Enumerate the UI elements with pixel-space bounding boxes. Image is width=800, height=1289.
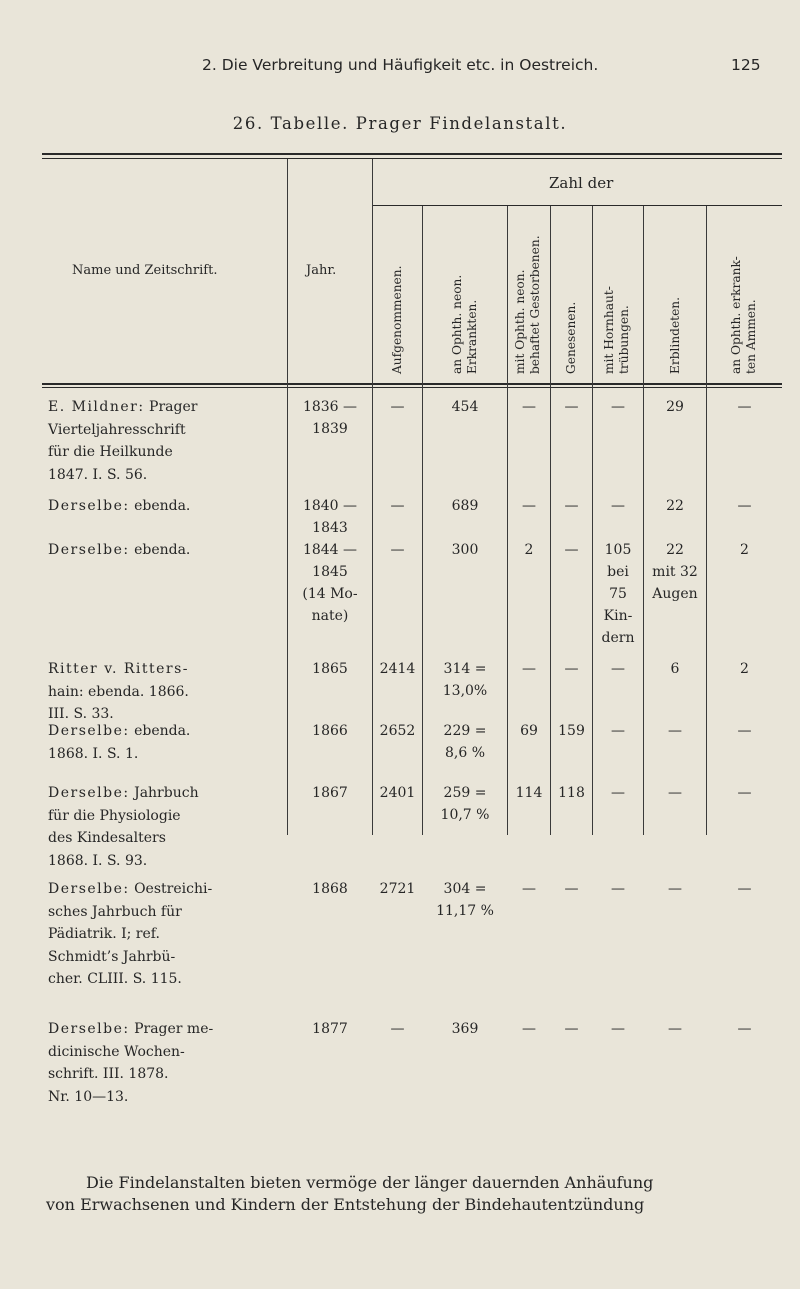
column-header-5-line-1: mit Hornhaut- — [602, 286, 616, 374]
row-1-col-5-line-1: — — [611, 399, 625, 415]
row-5-col-3-line-1: 69 — [520, 723, 538, 739]
row-8-col-2-line-1: 369 — [451, 1021, 479, 1037]
row-1-col-1-line-1: — — [390, 399, 405, 415]
row-7-name-line-4: Schmidt’s Jahrbü- — [48, 948, 176, 965]
column-header-3-line-2: behaftet Gestorbenen. — [528, 235, 542, 374]
row-3-year-line-2: 1845 — [312, 564, 348, 580]
column-header-7-line-2: ten Ammen. — [744, 299, 758, 374]
row-3-col-5-line-4: Kin- — [603, 608, 633, 624]
row-3-col-7-line-1: 2 — [740, 542, 749, 558]
footer-line-1: Die Findelanstalten bieten vermöge der länger dauernden Anhäufung — [86, 1173, 654, 1192]
row-6-name — [48, 782, 293, 872]
row-7-col-5-line-1: — — [611, 881, 625, 897]
header-group: Zahl der — [549, 174, 614, 192]
row-1-col-4-line-1: — — [564, 399, 579, 415]
row-4-name — [48, 658, 293, 726]
top-rule-thin — [42, 158, 782, 159]
row-5-col-2-line-2: 8,6 % — [444, 745, 486, 761]
row-7-name-line-5: cher. CLIII. S. 115. — [48, 971, 182, 988]
row-2-name-line-1: ebenda. — [129, 498, 191, 514]
row-3-col-5-line-2: bei — [607, 564, 629, 580]
row-7-col-2-line-2: 11,17 % — [436, 903, 494, 919]
row-2-col-6-line-1: 22 — [666, 498, 684, 514]
row-6-col-4-line-1: 118 — [558, 785, 585, 801]
row-5-author: Derselbe: — [48, 723, 130, 739]
row-3-col-6-line-2: mit 32 — [652, 564, 698, 580]
row-5-col-5-line-1: — — [611, 723, 625, 739]
row-7-name-line-2: sches Jahrbuch für — [48, 903, 182, 920]
row-8-col-1-line-1: — — [390, 1021, 405, 1037]
row-6-col-6-line-1: — — [668, 785, 682, 801]
row-5-name-line-1: ebenda. — [129, 723, 191, 739]
row-4-col-6-line-1: 6 — [670, 661, 680, 677]
row-5-year-line-1: 1866 — [312, 723, 348, 739]
row-3-col-5-line-1: 105 — [604, 542, 632, 558]
row-3-year-line-1: 1844 — — [302, 542, 358, 558]
column-header-2-line-2: Erkrankten. — [465, 299, 479, 374]
row-2-col-3-line-1: — — [522, 498, 536, 514]
row-4-col-4-line-1: — — [564, 661, 579, 677]
page-number: 125 — [731, 56, 761, 74]
row-2-year-line-2: 1843 — [312, 520, 348, 536]
row-6-col-2-line-1: 259 = — [443, 785, 487, 801]
row-6-name-line-3: des Kindesalters — [48, 830, 166, 847]
top-rule-thick — [42, 153, 782, 155]
row-2-year-line-1: 1840 — — [302, 498, 358, 514]
row-7-year-line-1: 1868 — [312, 881, 348, 897]
row-6-name-line-4: 1868. I. S. 93. — [48, 852, 148, 869]
row-6-year-line-1: 1867 — [312, 785, 348, 801]
row-3-author: Derselbe: — [48, 542, 130, 558]
row-2-author: Derselbe: — [48, 498, 130, 514]
row-7-col-4-line-1: — — [564, 881, 579, 897]
row-7-col-6-line-1: — — [668, 881, 682, 897]
row-4-col-3-line-1: — — [522, 661, 536, 677]
row-4-col-7-line-1: 2 — [740, 661, 749, 677]
running-head — [0, 56, 800, 80]
row-3-col-1-line-1: — — [390, 542, 405, 558]
row-6-col-7-line-1: — — [737, 785, 752, 801]
row-2-col-4-line-1: — — [564, 498, 579, 514]
header-year: Jahr. — [306, 263, 337, 278]
row-8-col-4-line-1: — — [564, 1021, 579, 1037]
row-8-name-line-3: schrift. III. 1878. — [48, 1066, 169, 1083]
row-5-name-line-2: 1868. I. S. 1. — [48, 745, 139, 762]
row-7-col-1-line-1: 2721 — [379, 881, 416, 897]
row-3-year-line-3: (14 Mo- — [302, 586, 358, 602]
row-7-col-7-line-1: — — [737, 881, 752, 897]
chapter-title: 2. Die Verbreitung und Häufigkeit etc. in Oestreich. — [202, 56, 599, 74]
row-6-author: Derselbe: — [48, 785, 130, 801]
row-8-year-line-1: 1877 — [312, 1021, 348, 1037]
column-header-7-line-1: an Ophth. erkrank- — [729, 256, 743, 374]
column-header-1-line-1: Aufgenommenen. — [389, 265, 404, 374]
row-6-name-line-2: für die Physiologie — [48, 807, 181, 824]
row-1-name-line-2: Vierteljahresschrift — [48, 421, 186, 438]
row-7-author: Derselbe: — [48, 881, 130, 897]
row-8-name-line-2: dicinische Wochen- — [48, 1043, 185, 1060]
row-6-col-5-line-1: — — [611, 785, 625, 801]
row-1-name-line-3: für die Heilkunde — [48, 444, 173, 461]
row-3-name-line-1: ebenda. — [129, 542, 191, 558]
row-2-col-1-line-1: — — [390, 498, 405, 514]
row-4-col-2-line-1: 314 = — [443, 661, 487, 677]
row-8-name-line-1: Prager me- — [129, 1021, 214, 1037]
row-6-name-line-1: Jahrbuch — [129, 785, 199, 801]
row-4-name-line-3: III. S. 33. — [48, 706, 114, 723]
row-5-col-2-line-1: 229 = — [443, 723, 487, 739]
row-1-col-7-line-1: — — [737, 399, 752, 415]
table-title: 26. Tabelle. Prager Findelanstalt. — [232, 114, 568, 133]
row-5-col-6-line-1: — — [668, 723, 682, 739]
row-7-name-line-3: Pädiatrik. I; ref. — [48, 926, 160, 943]
row-5-name — [48, 720, 293, 765]
footer-line-2: von Erwachsenen und Kindern der Entstehung der Bindehautentzündung — [46, 1195, 645, 1214]
row-8-col-5-line-1: — — [611, 1021, 625, 1037]
row-1-year-line-1: 1836 — — [302, 399, 358, 415]
header-name: Name und Zeitschrift. — [72, 263, 218, 278]
row-6-col-2-line-2: 10,7 % — [440, 807, 490, 823]
row-8-col-7-line-1: — — [737, 1021, 752, 1037]
row-5-col-4-line-1: 159 — [558, 723, 585, 739]
row-2-name — [48, 495, 293, 518]
row-4-col-5-line-1: — — [611, 661, 625, 677]
header-bottom-rule-thin — [42, 387, 782, 388]
row-1-col-3-line-1: — — [522, 399, 536, 415]
row-5-col-1-line-1: 2652 — [379, 723, 416, 739]
column-header-5-line-2: trübungen. — [617, 305, 631, 374]
row-4-col-1-line-1: 2414 — [379, 661, 416, 677]
row-4-name-line-2: hain: ebenda. 1866. — [48, 683, 189, 700]
row-7-col-2-line-1: 304 = — [443, 881, 487, 897]
row-8-col-6-line-1: — — [668, 1021, 682, 1037]
row-4-col-2-line-2: 13,0% — [442, 683, 488, 699]
row-3-col-2-line-1: 300 — [451, 542, 479, 558]
row-1-author: E. Mildner: — [48, 399, 145, 415]
column-header-4-line-1: Genesenen. — [563, 301, 578, 374]
row-7-name — [48, 878, 293, 991]
row-8-name — [48, 1018, 293, 1108]
row-3-col-5-line-3: 75 — [609, 586, 627, 602]
column-header-6-line-1: Erblindeten. — [667, 296, 682, 374]
column-header-3-line-1: mit Ophth. neon. — [513, 269, 527, 374]
row-8-author: Derselbe: — [48, 1021, 130, 1037]
row-3-col-4-line-1: — — [564, 542, 579, 558]
row-1-name — [48, 396, 293, 486]
row-3-name — [48, 539, 293, 562]
row-1-name-line-1: Prager — [144, 399, 198, 415]
row-1-col-6-line-1: 29 — [666, 399, 684, 415]
row-3-col-5-line-5: dern — [601, 630, 635, 646]
row-5-col-7-line-1: — — [737, 723, 752, 739]
row-4-author: Ritter v. Ritters- — [48, 661, 190, 677]
row-1-year-line-2: 1839 — [312, 421, 348, 437]
header-bottom-rule-thick — [42, 383, 782, 385]
row-6-col-1-line-1: 2401 — [379, 785, 416, 801]
row-3-year-line-4: nate) — [311, 608, 349, 624]
row-2-col-2-line-1: 689 — [451, 498, 479, 514]
row-8-col-3-line-1: — — [522, 1021, 536, 1037]
row-2-col-7-line-1: — — [737, 498, 752, 514]
row-6-col-3-line-1: 114 — [515, 785, 543, 801]
row-2-col-5-line-1: — — [611, 498, 625, 514]
group-rule — [373, 205, 782, 206]
row-1-name-line-4: 1847. I. S. 56. — [48, 466, 148, 483]
row-4-year-line-1: 1865 — [312, 661, 348, 677]
column-header-2-line-1: an Ophth. neon. — [450, 274, 464, 374]
row-8-name-line-4: Nr. 10—13. — [48, 1088, 129, 1105]
row-1-col-2-line-1: 454 — [451, 399, 479, 415]
row-7-name-line-1: Oestreichi- — [129, 881, 213, 897]
row-7-col-3-line-1: — — [522, 881, 536, 897]
row-3-col-6-line-1: 22 — [666, 542, 684, 558]
row-3-col-3-line-1: 2 — [524, 542, 534, 558]
row-3-col-6-line-3: Augen — [652, 586, 698, 602]
